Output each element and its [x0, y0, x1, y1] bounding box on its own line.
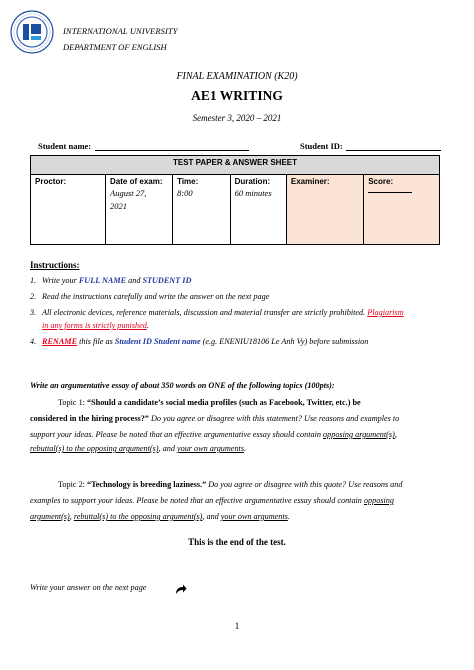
instruction-4: 4. RENAME this file as Student ID Student name (e.g. ENENIU18106 Le Anh Vy) before submission: [30, 337, 369, 346]
score-field[interactable]: [368, 192, 412, 193]
time-label: Time:: [177, 177, 199, 186]
instruction-1: 1. Write your FULL NAME and STUDENT ID: [30, 276, 192, 285]
instruction-2: 2. Read the instructions carefully and write the answer on the next page: [30, 292, 270, 301]
instruction-3-cont: in any forms is strictly punished.: [42, 321, 149, 330]
university-logo: [10, 10, 54, 54]
topic2-line1: Topic 2: “Technology is breeding laziness.” Do you agree or disagree with this quote? Use reasons and: [58, 480, 403, 489]
date-label: Date of exam:: [110, 177, 163, 186]
end-of-test: This is the end of the test.: [188, 537, 286, 547]
student-name-field[interactable]: [95, 150, 249, 151]
sheet-heading: TEST PAPER & ANSWER SHEET: [31, 156, 440, 175]
department-name: DEPARTMENT OF ENGLISH: [63, 42, 167, 52]
university-name: INTERNATIONAL UNIVERSITY: [63, 26, 178, 36]
exam-title: FINAL EXAMINATION (K20): [176, 71, 298, 82]
date-value-2: 2021: [110, 201, 128, 211]
proctor-label: Proctor:: [35, 177, 67, 186]
instruction-3: 3. All electronic devices, reference materials, discussion and material transfer are strictly prohibited. Plagiarism: [30, 308, 404, 317]
topic1-line1: Topic 1: “Should a candidate’s social media profiles (such as Facebook, Twitter, etc.) be: [58, 398, 361, 407]
topic2-line3: argument(s), rebuttal(s) to the opposing argument(s), and your own arguments.: [30, 512, 290, 521]
task-prompt: Write an argumentative essay of about 350 words on ONE of the following topics (100pts):: [30, 381, 335, 390]
instructions-title: Instructions:: [30, 260, 80, 270]
date-value-1: August 27,: [110, 188, 147, 198]
page-number: 1: [234, 621, 240, 631]
topic1-line4: rebuttal(s) to the opposing argument(s), and your own arguments.: [30, 444, 247, 453]
student-name-label: Student name:: [38, 141, 92, 151]
next-page-note: Write your answer on the next page: [30, 583, 147, 592]
examiner-label: Examiner:: [290, 177, 330, 186]
course-title: AE1 WRITING: [191, 88, 283, 103]
answer-sheet-table: [30, 155, 440, 245]
topic2-line2: examples to support your ideas. Please be noted that an effective argumentative essay should contain opposing: [30, 496, 394, 505]
student-id-label: Student ID:: [300, 141, 343, 151]
forward-arrow-icon: [175, 583, 187, 595]
topic1-line2: considered in the hiring process?” Do you agree or disagree with this statement? Use reasons and examples to: [30, 414, 400, 423]
topic1-line3: support your ideas. Please be noted that an effective argumentative essay should contain opposing argument(s),: [30, 430, 397, 439]
score-label: Score:: [368, 177, 394, 186]
duration-label: Duration:: [234, 177, 271, 186]
time-value: 8:00: [177, 188, 193, 198]
student-id-field[interactable]: [346, 150, 441, 151]
semester: Semester 3, 2020 – 2021: [192, 113, 282, 123]
duration-value: 60 minutes: [234, 188, 272, 198]
